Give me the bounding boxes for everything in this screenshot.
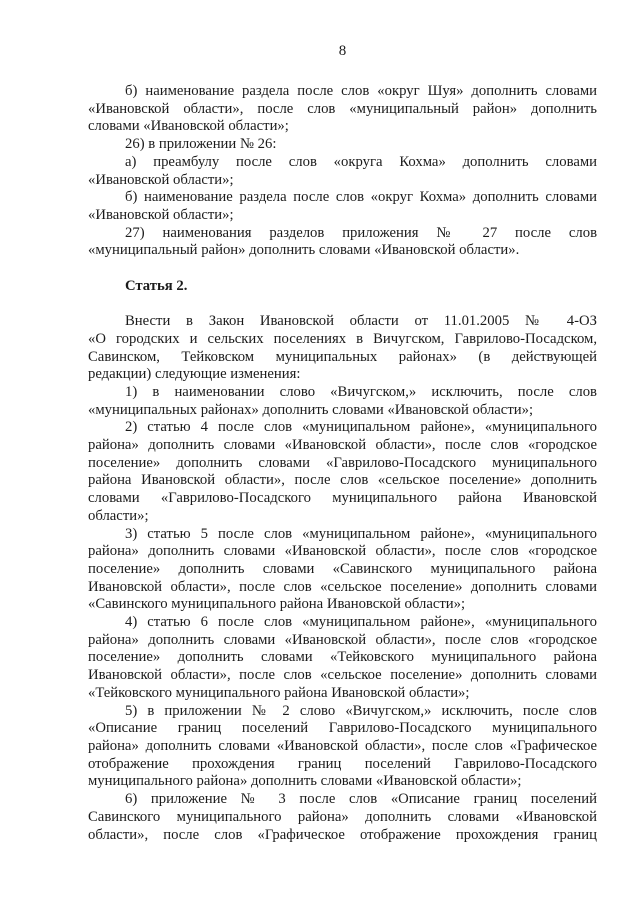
text-line: б) наименование раздела после слов «округ Кохма» дополнить словами	[125, 189, 597, 206]
text-line: «Ивановской области», после слов «муниципальный район» дополнить	[88, 100, 597, 117]
text-line: словами «Гаврилово-Посадского муниципального района Ивановской	[88, 490, 597, 507]
text-line: Ивановской области», после слов «сельское поселение» дополнить словами	[88, 578, 597, 595]
text-line: поселение» дополнить словами «Гаврилово-Посадского муниципального	[88, 454, 597, 471]
text-line: «муниципальных районах» дополнить словами «Ивановской области»;	[88, 401, 534, 418]
text-line: области»;	[88, 507, 149, 524]
paragraph	[88, 614, 597, 703]
text-line: отображение прохождения границ поселений Гаврилово-Посадского	[88, 755, 597, 772]
text-line: Савинского муниципального района» дополнить словами «Ивановской	[88, 808, 597, 825]
paragraph	[88, 526, 597, 615]
text-line: муниципального района» дополнить словами «Ивановской области»;	[88, 773, 522, 790]
text-line: Савинском, Тейковском муниципальных районах» (в действующей	[88, 348, 597, 365]
paragraph	[88, 384, 597, 419]
paragraph	[88, 313, 597, 384]
text-line: «Тейковского муниципального района Ивановской области»;	[88, 684, 470, 701]
text-line: поселение» дополнить словами «Савинского муниципального района	[88, 560, 597, 577]
text-line: «Описание границ поселений Гаврилово-Посадского муниципального	[88, 720, 597, 737]
text-line: 4) статью 6 после слов «муниципальном районе», «муниципального	[125, 614, 597, 631]
text-line: Внести в Закон Ивановской области от 11.01.2005 № 4-ОЗ	[125, 313, 597, 330]
text-line: редакции) следующие изменения:	[88, 366, 301, 383]
text-line: 1) в наименовании слово «Вичугском,» исключить, после слов	[125, 383, 597, 400]
text-line: а) преамбулу после слов «округа Кохма» дополнить словами	[125, 153, 597, 170]
text-line: «Ивановской области»;	[88, 206, 234, 223]
paragraph	[88, 225, 597, 260]
text-line: района» дополнить словами «Ивановской области», после слов «городское	[88, 543, 597, 560]
text-line: Ивановской области», после слов «сельское поселение» дополнить словами	[88, 667, 597, 684]
page-number: 8	[338, 43, 347, 59]
paragraph	[88, 189, 597, 224]
paragraph	[88, 83, 597, 136]
paragraph	[88, 791, 597, 844]
text-line: б) наименование раздела после слов «округ Шуя» дополнить словами	[125, 83, 597, 99]
text-line: 3) статью 5 после слов «муниципальном районе», «муниципального	[125, 525, 597, 542]
text-line: словами «Ивановской области»;	[88, 118, 289, 135]
text-line: района Ивановской области», после слов «сельское поселение» дополнить	[88, 472, 597, 489]
paragraph	[88, 154, 597, 189]
text-line: «Савинского муниципального района Ивановской области»;	[88, 596, 466, 613]
paragraph	[88, 136, 597, 154]
text-line: района» дополнить словами «Ивановской области», после слов «городское	[88, 631, 597, 648]
paragraph	[88, 419, 597, 525]
text-line: «муниципальный район» дополнить словами «Ивановской области».	[88, 242, 520, 259]
article-heading	[88, 278, 597, 296]
text-line: 26) в приложении № 26:	[125, 136, 277, 153]
text-line: района» дополнить словами «Ивановской области», после слов «городское	[88, 437, 597, 454]
text-line: 6) приложение № 3 после слов «Описание границ поселений	[125, 791, 597, 808]
text-line: поселение» дополнить словами «Тейковского муниципального района	[88, 649, 597, 666]
text-line: «Ивановской области»;	[88, 171, 234, 188]
text-line: области», после слов «Графическое отображение прохождения границ	[88, 826, 597, 843]
text-line: района» дополнить словами «Ивановской области», после слов «Графическое	[88, 737, 597, 754]
text-line: 27) наименования разделов приложения № 27 после слов	[125, 224, 597, 241]
text-line: «О городских и сельских поселениях в Вичугском, Гаврилово-Посадском,	[88, 330, 597, 347]
heading-line: Статья 2.	[125, 277, 188, 294]
paragraph	[88, 703, 597, 792]
text-line: 5) в приложении № 2 слово «Вичугском,» исключить, после слов	[125, 702, 597, 719]
text-line: 2) статью 4 после слов «муниципальном районе», «муниципального	[125, 419, 597, 436]
document-body	[88, 83, 597, 844]
